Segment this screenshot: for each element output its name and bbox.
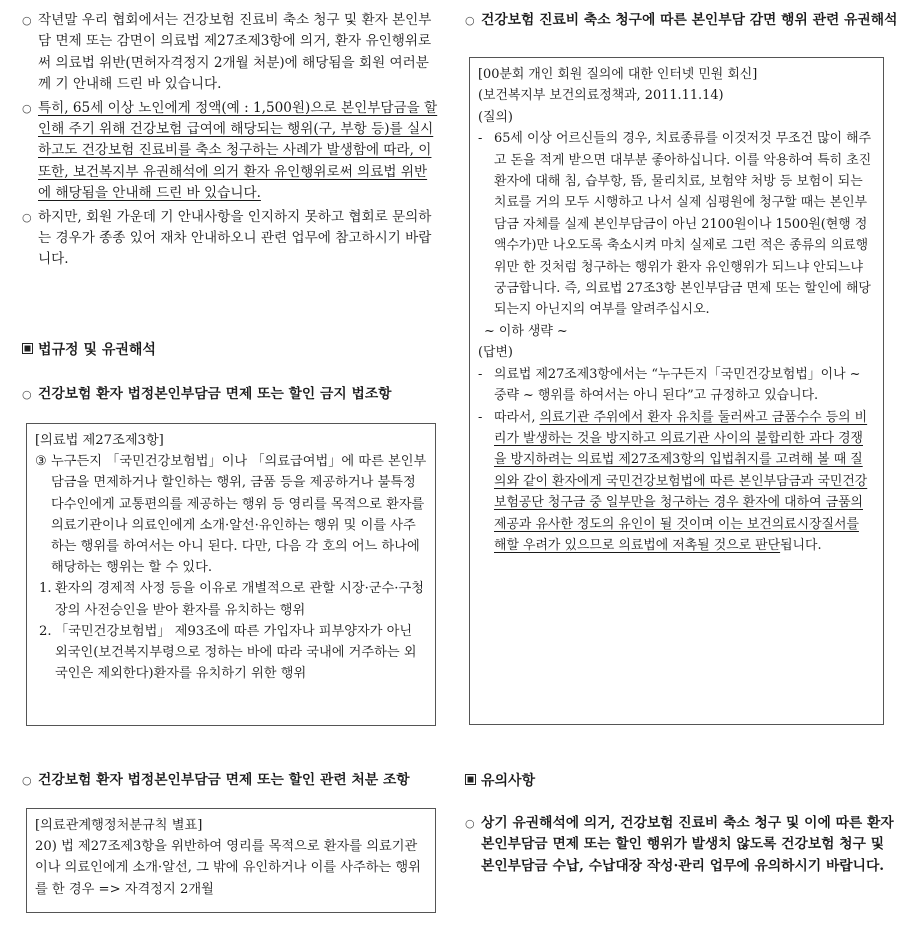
clause-marker: ③ [35,454,47,470]
penalty-box-text: 20) 법 제27조제3항을 위반하여 영리를 목적으로 환자를 의료기관이나 의료인에게 소개·알선, 그 밖에 유인하거나 이를 사주하는 행위를 한 경우 => 자격정지 2개월 [35,839,421,897]
section-heading-law: 법규정 및 유권해석 [22,339,156,359]
sub-heading-interpretation: ○ 건강보험 진료비 축소 청구에 따른 본인부담 감면 행위 관련 유권해석 [465,10,900,31]
law-item-2: 2. 「국민건강보험법」 제93조에 따른 가입자나 피부양자가 아닌 외국인(보건복지부령으로 정하는 바에 따라 국내에 거주하는 외국인은 제외한다)환자를 유치하기 위한 행위 [39,623,417,682]
law-box-medical-act [26,423,436,726]
penalty-box-header: [의료관계행정처분규칙 별표] [35,818,203,833]
square-bullet-icon [465,774,476,785]
omission-note: ~ 이하 생략 ~ [484,323,568,339]
square-bullet-icon [22,343,33,354]
circle-bullet-icon: ○ [22,101,32,115]
intro-bullet-1: ○ 작년말 우리 협회에서는 건강보험 진료비 축소 청구 및 환자 본인부담 면제 또는 감면이 의료법 제27조제3항에 의거, 환자 유인행위로써 의료법 위반(면허자격정지 2개월 처분)에 해당됨을 회원 여러분께 기 안내해 드린 바 있습니다. [22,12,432,93]
interpretation-header-1: [00분회 개인 회원 질의에 대한 인터넷 민원 회신] [478,67,758,82]
question-text: - 65세 이상 어르신들의 경우, 치료종류를 이것저것 무조건 많이 해주고 돈을 적게 받으면 대부분 좋아하십니다. 이를 악용하여 특히 초진환자에 대해 침, 습부항, 뜸, 물리치료, 보험약 처방 등 보험이 되는 치료를 거의 모두 시행하고 나서 실제 심평원에 청구할 때는 본인부담금 자체를 실제 본인부담금이 아닌 2100원이나 1500원(현행 정액수가)만 나오도록 축소시켜 마치 실제로 그런 적은 종류의 의료행위만 한 것처럼 청구하는 행위가 환자 유인행위가 되느냐 안되느냐 궁금합니다. 즉, 의료법 27조3항 본인부담금 면제 또는 할인에 해당되는지 아닌지의 여부를 알려주십시오. [478,131,872,318]
section-heading-notice: 유의사항 [465,770,535,790]
intro-bullet-3: ○ 하지만, 회원 가운데 기 안내사항을 인지하지 못하고 협회로 문의하는 경우가 종종 있어 재차 안내하오니 관련 업무에 참고하시기 바랍니다. [22,208,432,268]
circle-bullet-icon: ○ [22,774,32,787]
notice-text: ○ 상기 유권해석에 의거, 건강보험 진료비 축소 청구 및 이에 따른 환자 본인부담금 면제 또는 할인 행위가 발생치 않도록 건강보험 청구 및 본인부담금 수납, 수납대장 작성·관리 업무에 유의하시기 바랍니다. [465,815,894,874]
circle-bullet-icon: ○ [22,210,32,224]
intro-bullet-2: ○ 특히, 65세 이상 노인에게 정액(예 : 1,500원)으로 본인부담금을 할인해 주기 위해 건강보험 급여에 해당되는 행위(구, 부항 등)를 실시하고도 건강보험 진료비를 축소 청구하는 사례가 발생함에 따라, 이 또한, 보건복지부 유권해석에 의거 환자 유인행위로써 의료법 위반에 해당됨을 안내해 드린 바 있습니다. [22,99,438,202]
penalty-box [26,808,436,913]
question-label: (질의) [478,109,513,125]
circle-bullet-icon: ○ [22,14,32,27]
answer-label: (답변) [478,345,513,361]
circle-bullet-icon: ○ [22,388,32,401]
law-box-header: [의료법 제27조제3항] [35,433,164,448]
answer-underlined: 의료기관 주위에서 환자 유치를 둘러싸고 금품수수 등의 비리가 발생하는 것을 방지하고 의료기관 사이의 불합리한 과다 경쟁을 방지하려는 의료법 제27조제3항의 입법취지를 고려해 볼 때 질의와 같이 환자에게 국민건강보험법에 따른 본인부담금과 국민건강보험공단 청구금 중 일부만을 청구하는 경우 환자에 대하여 금품의 제공과 유사한 정도의 유인이 될 것이며 이는 보건의료시장질서를 해할 우려가 있으므로 의료법에 저촉될 것으로 판단 [494,409,868,553]
law-clause: ③ 누구든지 「국민건강보험법」이나 「의료급여법」에 따른 본인부담금을 면제하거나 할인하는 행위, 금품 등을 제공하거나 불특정 다수인에게 교통편의를 제공하는 행위 등 영리를 목적으로 환자를 의료기관이나 의료인에게 소개·알선·유인하는 행위 및 이를 사주하는 행위를 하여서는 아니 된다. 다만, 다음 각 호의 어느 하나에 해당하는 행위는 할 수 있다. [35,451,427,578]
sub-heading-prohibition: ○ 건강보험 환자 법정본인부담금 면제 또는 할인 금지 법조항 [22,384,440,405]
law-item-1: 1. 환자의 경제적 사정 등을 이유로 개별적으로 관할 시장·군수·구청장의 사전승인을 받아 환자를 유치하는 행위 [39,581,424,618]
circle-bullet-icon: ○ [465,817,475,830]
answer-text-1: - 의료법 제27조제3항에서는 “누구든지「국민건강보험법」이나 ~ 중략 ~ 행위를 하여서는 아니 된다”고 규정하고 있습니다. [478,366,861,404]
answer-text-2: - 따라서, 의료기관 주위에서 환자 유치를 둘러싸고 금품수수 등의 비리가 발생하는 것을 방지하고 의료기관 사이의 불합리한 과다 경쟁을 방지하려는 의료법 제27조제3항의 입법취지를 고려해 볼 때 질의와 같이 환자에게 국민건강보험법에 따른 본인부담금과 국민건강보험공단 청구금 중 일부만을 청구하는 경우 환자에 대하여 금품의 제공과 유사한 정도의 유인이 될 것이며 이는 보건의료시장질서를 해할 우려가 있으므로 의료법에 저촉될 것으로 판단됩니다. [478,409,868,553]
circle-bullet-icon: ○ [465,14,475,27]
interpretation-header-2: (보건복지부 보건의료정책과, 2011.11.14) [478,88,724,104]
interpretation-box [469,57,884,725]
intro-section [22,10,440,271]
sub-heading-penalty: ○ 건강보험 환자 법정본인부담금 면제 또는 할인 관련 처분 조항 [22,770,448,791]
